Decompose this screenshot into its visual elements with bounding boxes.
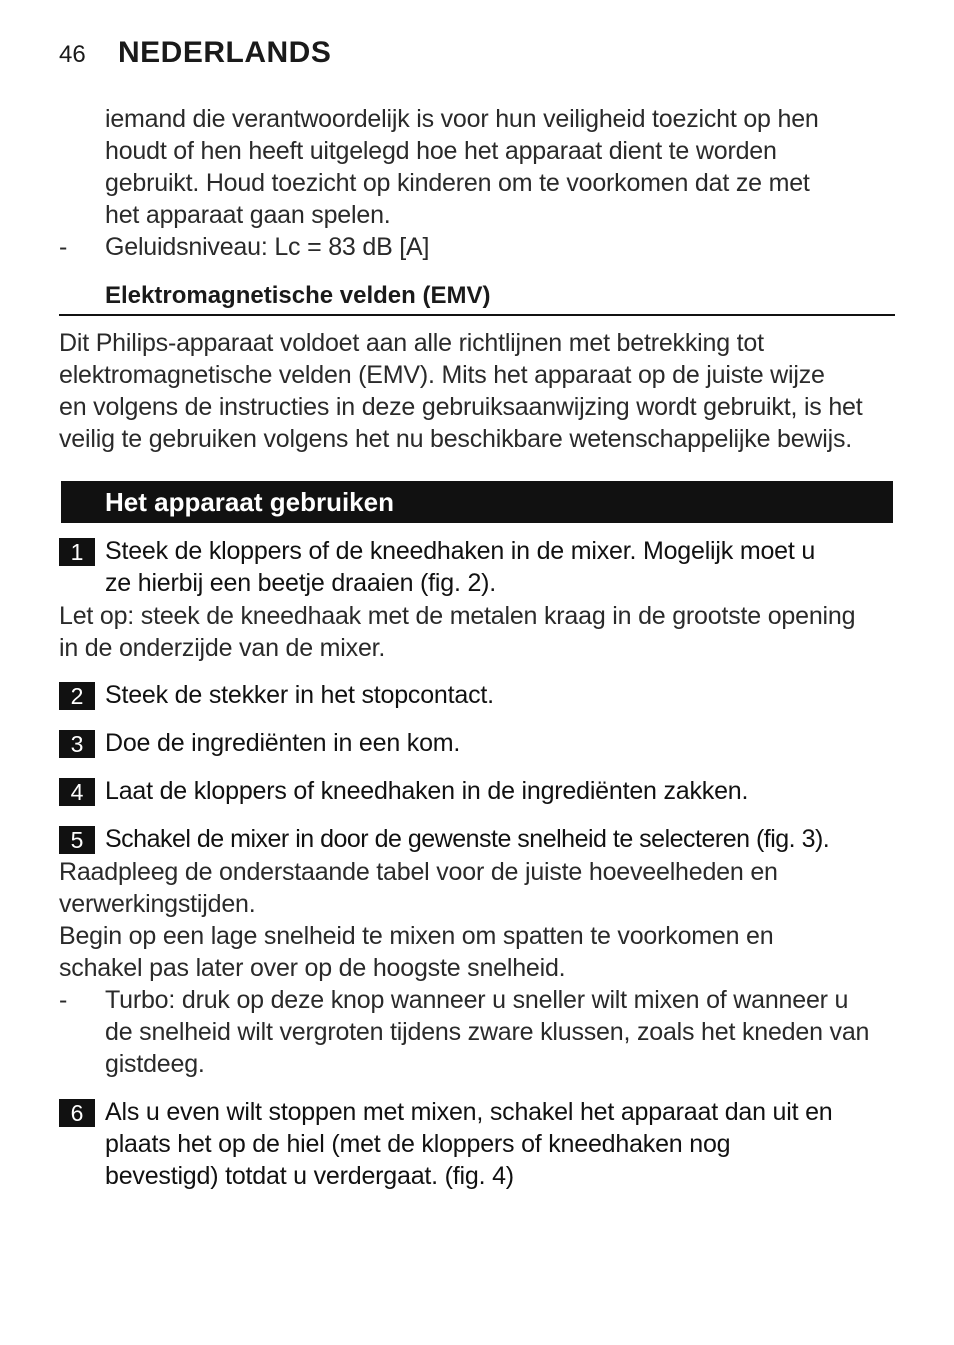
step-text: Steek de stekker in het stopcontact. — [105, 681, 494, 709]
turbo-bullet-line: Turbo: druk op deze knop wanneer u sneller wilt mixen of wanneer u — [105, 986, 849, 1014]
note-line: Begin op een lage snelheid te mixen om spatten te voorkomen en — [59, 922, 774, 950]
step-text: Laat de kloppers of kneedhaken in de ingrediënten zakken. — [105, 777, 749, 805]
step-text: Steek de kloppers of de kneedhaken in de mixer. Mogelijk moet u — [105, 537, 816, 565]
note-line: Let op: steek de kneedhaak met de metalen kraag in de grootste opening — [59, 602, 856, 630]
noise-level-text: Geluidsniveau: Lc = 83 dB [A] — [105, 233, 430, 261]
emv-paragraph-line: veilig te gebruiken volgens het nu beschikbare wetenschappelijke bewijs. — [59, 425, 853, 453]
emv-heading: Elektromagnetische velden (EMV) — [105, 282, 491, 309]
section-title: Het apparaat gebruiken — [105, 487, 394, 517]
note-line: in de onderzijde van de mixer. — [59, 634, 386, 662]
turbo-bullet-line: de snelheid wilt vergroten tijdens zware klussen, zoals het kneden van — [105, 1018, 870, 1046]
step-text: Schakel de mixer in door de gewenste snelheid te selecteren (fig. 3). — [105, 825, 830, 853]
step-number-badge: 5 — [59, 826, 95, 854]
step-number-badge: 3 — [59, 730, 95, 758]
step-text: ze hierbij een beetje draaien (fig. 2). — [105, 569, 497, 597]
step-number-badge: 1 — [59, 538, 95, 566]
heading-rule — [59, 314, 895, 316]
intro-line: iemand die verantwoordelijk is voor hun veiligheid toezicht op hen — [105, 105, 819, 133]
page-number: 46 — [59, 41, 86, 68]
step-number-badge: 6 — [59, 1099, 95, 1127]
intro-line: gebruikt. Houd toezicht op kinderen om te voorkomen dat ze met — [105, 169, 810, 197]
emv-paragraph-line: elektromagnetische velden (EMV). Mits het apparaat op de juiste wijze — [59, 361, 825, 389]
note-line: Raadpleeg de onderstaande tabel voor de juiste hoeveelheden en — [59, 858, 778, 886]
turbo-bullet-line: gistdeeg. — [105, 1050, 205, 1078]
bullet-dash: - — [59, 233, 68, 261]
section-header-bar — [61, 481, 893, 523]
emv-paragraph-line: en volgens de instructies in deze gebruiksaanwijzing wordt gebruikt, is het — [59, 393, 863, 421]
note-line: verwerkingstijden. — [59, 890, 256, 918]
intro-line: het apparaat gaan spelen. — [105, 201, 391, 229]
step-number-badge: 4 — [59, 778, 95, 806]
step-text: bevestigd) totdat u verdergaat. (fig. 4) — [105, 1162, 514, 1190]
emv-paragraph-line: Dit Philips-apparaat voldoet aan alle richtlijnen met betrekking tot — [59, 329, 764, 357]
step-text: Als u even wilt stoppen met mixen, schakel het apparaat dan uit en — [105, 1098, 833, 1126]
note-line: schakel pas later over op de hoogste snelheid. — [59, 954, 566, 982]
bullet-dash: - — [59, 986, 68, 1014]
step-number-badge: 2 — [59, 682, 95, 710]
intro-line: houdt of hen heeft uitgelegd hoe het apparaat dient te worden — [105, 137, 777, 165]
step-text: Doe de ingrediënten in een kom. — [105, 729, 461, 757]
language-heading: NEDERLANDS — [118, 36, 332, 69]
step-text: plaats het op de hiel (met de kloppers of kneedhaken nog — [105, 1130, 731, 1158]
